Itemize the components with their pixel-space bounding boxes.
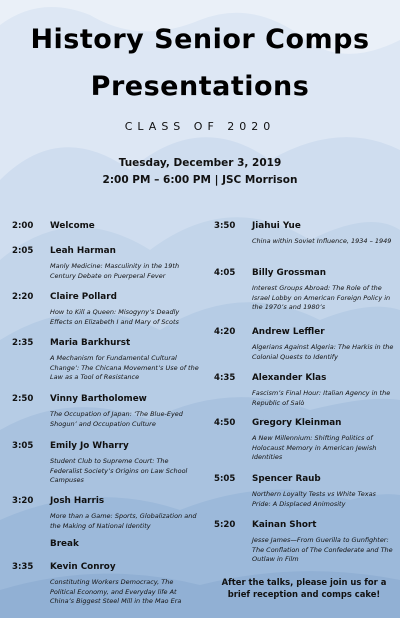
class-label: CLASS OF 2020: [124, 120, 276, 133]
entry-name: Jiahui Yue: [252, 221, 301, 231]
entry-name: Alexander Klas: [252, 373, 327, 383]
entry-time: 4:50: [214, 418, 236, 428]
entry-time: 4:05: [214, 268, 236, 278]
entry-description: Interest Groups Abroad: The Role of the Israel Lobby on American Foreign Policy in the 1970’s and 1980’s: [252, 284, 391, 311]
entry-time: 5:20: [214, 520, 236, 530]
entry-time: 4:20: [214, 327, 236, 337]
entry-description: Student Club to Supreme Court: The Federalist Society’s Origins on Law School Campuses: [50, 457, 188, 484]
entry-name: Josh Harris: [50, 496, 105, 506]
entry-name: Break: [50, 539, 79, 549]
entry-name: Leah Harman: [50, 246, 116, 256]
entry-name: Kainan Short: [252, 520, 317, 530]
entry-time: 3:20: [12, 496, 34, 506]
entry-description: Fascism’s Final Hour: Italian Agency in the Republic of Salò: [252, 389, 391, 407]
entry-time: 2:05: [12, 246, 34, 256]
entry-name: Spencer Raub: [252, 474, 321, 484]
entry-description: More than a Game: Sports, Globalization and the Making of National Identity: [50, 512, 197, 530]
entry-description: China within Soviet Influence, 1934 – 1949: [252, 237, 392, 245]
entry-time: 3:50: [214, 221, 236, 231]
entry-time: 3:05: [12, 441, 34, 451]
entry-name: Billy Grossman: [252, 268, 326, 278]
entry-description: The Occupation of Japan: ‘The Blue-Eyed Shogun’ and Occupation Culture: [50, 410, 183, 428]
entry-time: 5:05: [214, 474, 236, 484]
entry-time: 3:35: [12, 562, 34, 572]
event-time-location: 2:00 PM – 6:00 PM | JSC Morrison: [102, 174, 298, 186]
entry-time: 2:20: [12, 292, 34, 302]
entry-name: Emily Jo Wharry: [50, 441, 129, 451]
entry-description: Northern Loyalty Tests vs White Texas Pride: A Displaced Animosity: [252, 490, 376, 508]
title-line-2: Presentations: [90, 71, 310, 102]
entry-description: Constituting Workers Democracy, The Political Economy, and Everyday life At China’s Biggest Steel Mill in the Mao Era: [50, 578, 182, 605]
entry-name: Maria Barkhurst: [50, 338, 131, 348]
entry-description: How to Kill a Queen: Misogyny’s Deadly Effects on Elizabeth I and Mary of Scots: [50, 308, 180, 326]
entry-name: Vinny Bartholomew: [50, 394, 147, 404]
entry-time: 4:35: [214, 373, 236, 383]
entry-name: Welcome: [50, 221, 95, 231]
entry-name: Kevin Conroy: [50, 562, 116, 572]
entry-name: Gregory Kleinman: [252, 418, 342, 428]
entry-description: A Mechanism for Fundamental Cultural Change’: The Chicana Movement’s Use of the Law as a Tool of Resistance: [50, 354, 199, 381]
entry-name: Andrew Leffler: [252, 327, 325, 337]
entry-time: 2:50: [12, 394, 34, 404]
entry-description: A New Millennium: Shifting Politics of Holocaust Memory in American Jewish Identities: [252, 434, 377, 461]
entry-description: Jesse James—From Guerilla to Gunfighter: The Conflation of The Confederate and The Outlaw in Film: [252, 536, 393, 563]
entry-time: 2:00: [12, 221, 34, 231]
entry-description: Manly Medicine: Masculinity in the 19th Century Debate on Puerperal Fever: [50, 262, 180, 280]
entry-time: 2:35: [12, 338, 34, 348]
entry-name: Claire Pollard: [50, 292, 117, 302]
event-date: Tuesday, December 3, 2019: [118, 157, 282, 169]
entry-description: Algerians Against Algeria: The Harkis in the Colonial Quests to Identify: [252, 343, 394, 361]
title-line-1: History Senior Comps: [30, 24, 370, 55]
closing-note: After the talks, please join us for a brief reception and comps cake!: [221, 577, 387, 599]
